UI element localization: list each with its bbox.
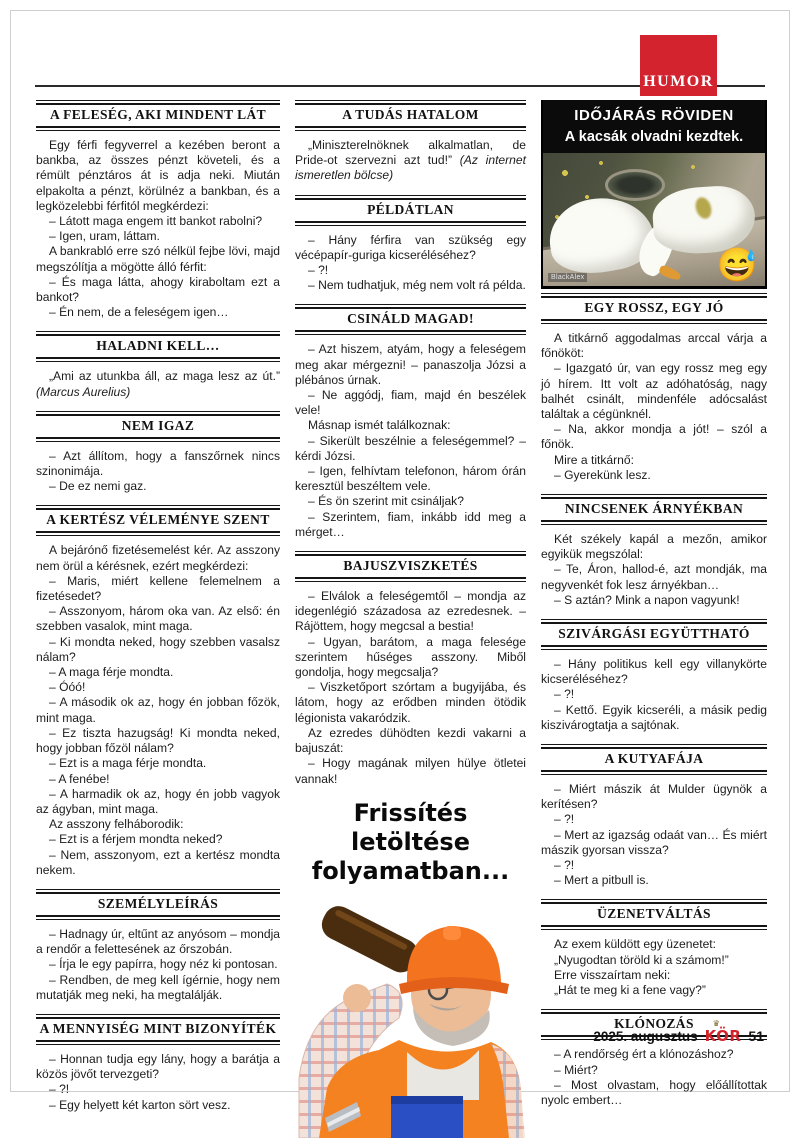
section-title: [541, 899, 767, 930]
joke-paragraph: – ?!: [308, 263, 329, 278]
worker-drinking-illustration: [295, 892, 526, 1143]
section-title: [36, 889, 280, 920]
section-title-text: SZEMÉLYLEÍRÁS: [36, 892, 280, 917]
column-middle: [295, 98, 526, 1143]
joke-paragraph: – Gyerekünk lesz.: [554, 467, 651, 482]
kor-magazine-logo: [704, 1019, 742, 1045]
joke-section: [295, 195, 526, 294]
beer-meme-caption-line2: folyamatban...: [311, 856, 510, 885]
duck-photo: [543, 153, 765, 286]
joke-paragraph: – Írja le egy papírra, hogy néz ki pontosan.: [49, 957, 278, 972]
humor-section-tag: [640, 35, 717, 96]
joke-paragraph: – Ki mondta neked, hogy szebben vasalsz nálam?: [36, 634, 280, 664]
section-title-text: CSINÁLD MAGAD!: [295, 307, 526, 332]
joke-paragraph: – Szerintem, fiam, inkább idd meg a mérget…: [295, 509, 526, 539]
joke-paragraph: – Hány férfira van szükség egy vécépapír-guriga kicseréléséhez?: [295, 232, 526, 262]
joke-paragraph: – Igen, uram, láttam.: [49, 229, 160, 244]
joke-paragraph: – Ezt is a maga férje mondta.: [49, 756, 207, 771]
joke-paragraph: – Ne aggódj, fiam, majd én beszélek vele!: [295, 388, 526, 418]
joke-section: [36, 505, 280, 877]
joke-paragraph: – Elválok a feleségemtől – mondja az idegenlégió századosa az ezredesnek. – Rájöttem, hogy megcsal a bestia!: [295, 589, 526, 634]
joke-section: [36, 889, 280, 1003]
section-title: [295, 551, 526, 582]
footer-date: 2025. augusztus: [593, 1029, 698, 1044]
joke-paragraph: – A fenébe!: [49, 771, 110, 786]
joke-paragraph: „Ami az utunkba áll, az maga lesz az út.” (Marcus Aurelius): [36, 369, 280, 399]
column-middle-jokes: [295, 100, 526, 787]
joke-paragraph: „Hát te meg ki a fene vagy?”: [554, 983, 706, 998]
section-title-text: EGY ROSSZ, EGY JÓ: [541, 296, 767, 321]
section-title: [541, 619, 767, 650]
section-title-text: A FELESÉG, AKI MINDENT LÁT: [36, 103, 280, 128]
joke-paragraph: – Hogy magának milyen hülye ötletei vannak!: [295, 756, 526, 786]
joke-section: [541, 899, 767, 998]
section-title: [541, 494, 767, 525]
joke-paragraph: Másnap ismét találkoznak:: [308, 418, 451, 433]
joke-paragraph: – ?!: [554, 687, 575, 702]
joke-paragraph: – A rendőrség ért a klónozáshoz?: [554, 1047, 734, 1062]
section-title: [295, 304, 526, 335]
section-title: [36, 100, 280, 131]
joke-section: [295, 100, 526, 184]
joke-paragraph: A bejárónő fizetésemelést kér. Az asszony nem örül a kérésnek, ezért megkérdezi:: [36, 543, 280, 573]
joke-paragraph: – Maris, miért kellene felemelnem a fizetésedet?: [36, 573, 280, 604]
joke-paragraph: – De ez nemi gaz.: [49, 479, 147, 494]
joke-paragraph: – ?!: [554, 812, 575, 827]
section-title: [541, 744, 767, 775]
joke-paragraph: – Mert a pitbull is.: [554, 873, 649, 888]
joke-paragraph: – És ön szerint mit csináljak?: [308, 494, 464, 509]
content-columns: [36, 98, 767, 1143]
column-right-jokes: [541, 293, 767, 1108]
joke-paragraph: Az ezredes dühödten kezdi vakarni a bajuszát:: [295, 725, 526, 756]
joke-paragraph: – Igazgató úr, van egy rossz meg egy jó hírem. Itt volt az adóhatóság, nagy balhét csinált, mindenféle adócsalást találtak a cégünknél.: [541, 361, 767, 422]
joke-paragraph: A titkárnő aggodalmas arccal várja a főnököt:: [541, 331, 767, 361]
section-title-text: A KERTÉSZ VÉLEMÉNYE SZENT: [36, 508, 280, 533]
section-title: [36, 505, 280, 536]
joke-paragraph: – Viszketőport szórtam a bugyijába, és látom, hogy az erődben minden ötödik légionista vakaródzik.: [295, 680, 526, 725]
joke-section: [36, 411, 280, 495]
page-number: 51: [748, 1028, 764, 1044]
section-title: [36, 1014, 280, 1045]
joke-paragraph: – Mert az igazság odaát van… És miért mászik gyorsan vissza?: [541, 827, 767, 857]
joke-paragraph: – Ez tiszta hazugság! Ki mondta neked, hogy jobban főzöl nálam?: [36, 725, 280, 756]
weather-meme-header: [543, 100, 765, 153]
section-title-text: SZIVÁRGÁSI EGYÜTTHATÓ: [541, 622, 767, 647]
joke-paragraph: – Hány politikus kell egy villanykörte kicseréléséhez?: [541, 657, 767, 687]
kor-logo-crown-icon: ♛: [712, 1019, 721, 1028]
joke-paragraph: – Igen, felhívtam telefonon, három órán keresztül beszéltem vele.: [295, 464, 526, 494]
column-left: [36, 98, 280, 1143]
joke-paragraph: – Azt állítom, hogy a fanszőrnek nincs szinonimája.: [36, 448, 280, 479]
joke-section: [36, 1014, 280, 1113]
section-title-text: A TUDÁS HATALOM: [295, 103, 526, 128]
section-title-text: BAJUSZVISZKETÉS: [295, 554, 526, 579]
joke-section: [541, 1009, 767, 1108]
joke-paragraph: Egy férfi fegyverrel a kezében beront a bankba, az összes pénzt követeli, és a rémült pénztáros át is adja neki. Miután elpakolta a pénzt, körülnéz a bankban, és a legközelebbi férfitól megkérdezi:: [36, 138, 280, 213]
joke-paragraph: – Na, akkor mondja a jót! – szól a főnök.: [541, 422, 767, 452]
joke-paragraph: – Azt hiszem, atyám, hogy a feleségem meg akar mérgezni! – panaszolja Józsi a plébános úrnak.: [295, 342, 526, 387]
watermark-label: BlackAlex: [548, 273, 587, 282]
joke-paragraph: – Látott maga engem itt bankot rabolni?: [49, 214, 263, 229]
joke-paragraph: – Ezt is a férjem mondta neked?: [49, 832, 223, 847]
joke-paragraph: Erre visszaírtam neki:: [554, 967, 671, 982]
joke-paragraph: „Nyugodtan töröld ki a számom!”: [554, 952, 729, 967]
beer-meme-caption-line1: Frissítés letöltése: [350, 798, 470, 856]
joke-paragraph: – Miért mászik át Mulder ügynök a kerítésen?: [541, 782, 767, 812]
joke-section: [36, 331, 280, 399]
section-title-text: NINCSENEK ÁRNYÉKBAN: [541, 497, 767, 522]
joke-section: [295, 304, 526, 540]
section-title: [295, 195, 526, 226]
weather-meme: [541, 100, 767, 289]
kor-logo-text: KÖR: [704, 1027, 742, 1045]
joke-section: [541, 494, 767, 608]
section-title: [295, 100, 526, 131]
joke-paragraph: – ?!: [49, 1082, 70, 1097]
joke-paragraph: – Óóó!: [49, 680, 86, 695]
joke-paragraph: – A második ok az, hogy én jobban főzök, mint maga.: [36, 695, 280, 725]
joke-paragraph: – Egy helyett két karton sört vesz.: [49, 1097, 231, 1112]
joke-paragraph: – Rendben, de meg kell ígérnie, hogy nem mutatják meg neki, ha megtalálják.: [36, 972, 280, 1002]
joke-paragraph: – És maga látta, ahogy kiraboltam ezt a bankot?: [36, 274, 280, 305]
column-right: [541, 98, 767, 1143]
joke-paragraph: – A maga férje mondta.: [49, 665, 174, 680]
joke-paragraph: – Ugyan, barátom, a maga felesége szerintem hűséges asszony. Miből gondolja, hogy megcsalja?: [295, 634, 526, 680]
weather-meme-title: IDŐJÁRÁS RÖVIDEN: [574, 107, 734, 124]
laughing-sweat-emoji: 😅: [716, 246, 758, 283]
joke-section: [541, 293, 767, 483]
section-title: [36, 331, 280, 362]
section-title-text: PÉLDÁTLAN: [295, 198, 526, 223]
joke-paragraph: – Te, Áron, hallod-é, azt mondják, ma negyvenkét fok lesz árnyékban…: [541, 562, 767, 592]
joke-paragraph: A bankrabló erre szó nélkül fejbe lövi, majd megszólítja a mögötte álló férfit:: [36, 244, 280, 274]
joke-paragraph: Az asszony felháborodik:: [49, 817, 184, 832]
joke-section: [295, 551, 526, 787]
joke-paragraph: – Nem tudhatjuk, még nem volt rá példa.: [308, 278, 526, 293]
section-title-text: A KUTYAFÁJA: [541, 747, 767, 772]
joke-paragraph: – Hadnagy úr, eltűnt az anyósom – mondja a rendőr a felettesének az őrszobán.: [36, 926, 280, 957]
joke-paragraph: – Sikerült beszélnie a feleségemmel? – kérdi Józsi.: [295, 433, 526, 463]
joke-paragraph: Az exem küldött egy üzenetet:: [554, 937, 717, 952]
joke-section: [541, 619, 767, 733]
section-title-text: ÜZENETVÁLTÁS: [541, 902, 767, 927]
attribution-text: (Az internet ismeretlen bölcse): [295, 153, 526, 183]
joke-section: [36, 100, 280, 320]
section-title-text: KLÓNOZÁS: [541, 1012, 767, 1037]
joke-paragraph: – S aztán? Mink a napon vagyunk!: [554, 592, 740, 607]
joke-paragraph: – Honnan tudja egy lány, hogy a barátja a közös jövőt tervezgeti?: [36, 1051, 280, 1082]
joke-paragraph: – Most olvastam, hogy előállítottak nyolc embert…: [541, 1077, 767, 1107]
humor-tag-label: HUMOR: [643, 73, 714, 90]
joke-paragraph: – Én nem, de a feleségem igen…: [49, 305, 229, 320]
drain-circle: [605, 169, 665, 201]
joke-paragraph: – Nem, asszonyom, ezt a kertész mondta nekem.: [36, 847, 280, 877]
section-title-text: A MENNYISÉG MINT BIZONYÍTÉK: [36, 1017, 280, 1042]
weather-meme-subtitle: A kacsák olvadni kezdtek.: [564, 129, 744, 145]
joke-paragraph: Mire a titkárnő:: [554, 452, 634, 467]
joke-paragraph: „Miniszterelnöknek alkalmatlan, de Pride-ot szervezni azt tud!” (Az internet ismeretlen bölcse): [295, 138, 526, 183]
joke-paragraph: Két székely kapál a mezőn, amikor egyikük megszólal:: [541, 532, 767, 562]
section-title-text: HALADNI KELL…: [36, 334, 280, 359]
joke-paragraph: – Asszonyom, három oka van. Az első: én szebben vasalok, mint maga.: [36, 604, 280, 634]
section-title-text: NEM IGAZ: [36, 414, 280, 439]
joke-paragraph: – Miért?: [554, 1062, 598, 1077]
joke-paragraph: – Kettő. Egyik kicseréli, a másik pedig kiszivárogtatja a sajtónak.: [541, 702, 767, 732]
section-title: [541, 293, 767, 324]
section-title: [36, 411, 280, 442]
beer-meme: [295, 799, 526, 1143]
joke-paragraph: – A harmadik ok az, hogy én jobb vagyok az ágyban, mint maga.: [36, 786, 280, 816]
attribution-text: (Marcus Aurelius): [36, 384, 131, 399]
joke-paragraph: – ?!: [554, 858, 575, 873]
joke-section: [541, 744, 767, 888]
